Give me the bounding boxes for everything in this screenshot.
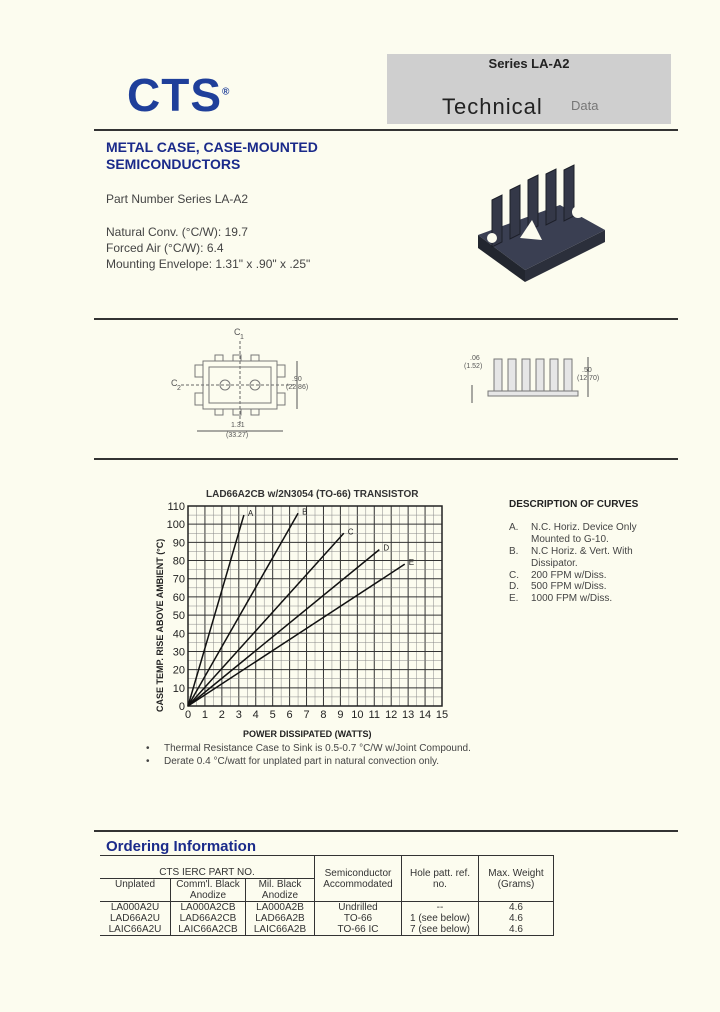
series-banner bbox=[387, 54, 671, 124]
y-tick-label: 30 bbox=[172, 646, 185, 659]
col-weight: Max. Weight (Grams) bbox=[479, 856, 554, 902]
col-hole: Hole patt. ref. no. bbox=[402, 856, 479, 902]
x-tick-labels bbox=[185, 709, 448, 721]
x-tick-label: 0 bbox=[184, 709, 192, 721]
ordering-title: Ordering Information bbox=[106, 838, 256, 855]
series-label: Series LA-A2 bbox=[488, 56, 570, 71]
divider bbox=[94, 129, 678, 131]
dim-06: .06 bbox=[470, 355, 480, 362]
y-tick-label: 80 bbox=[172, 555, 185, 568]
note-thermal: • Thermal Resistance Case to Sink is 0.5-0.7 °C/W w/Joint Compound. bbox=[146, 743, 471, 754]
x-tick-label: 8 bbox=[320, 709, 327, 721]
y-axis-label: CASE TEMP. RISE ABOVE AMBIENT (°C) bbox=[155, 538, 165, 712]
x-tick-label: 14 bbox=[418, 709, 432, 721]
x-tick-label: 3 bbox=[235, 709, 242, 721]
divider bbox=[94, 318, 678, 320]
note-derate: • Derate 0.4 °C/watt for unplated part in natural convection only. bbox=[146, 756, 440, 767]
y-tick-label: 10 bbox=[172, 682, 185, 695]
y-tick-label: 70 bbox=[172, 573, 185, 586]
ordering-table bbox=[100, 855, 554, 936]
side-view-drawing bbox=[462, 345, 612, 410]
y-tick-label: 40 bbox=[172, 628, 185, 641]
technical-suffix: Data bbox=[571, 98, 599, 113]
y-tick-label: 50 bbox=[172, 610, 185, 623]
dim-06-mm: (1.52) bbox=[464, 363, 483, 370]
x-axis-label: POWER DISSIPATED (WATTS) bbox=[243, 729, 372, 739]
curve-desc-e: E. 1000 FPM w/Diss. bbox=[509, 593, 613, 604]
x-tick-label: 7 bbox=[303, 709, 310, 721]
col-semi: Semiconductor Accommodated bbox=[315, 856, 402, 902]
table-row: LAD66A2U LAD66A2CB LAD66A2B TO-66 1 (see below) 4.6 bbox=[100, 913, 554, 924]
curve-desc-c: C. 200 FPM w/Diss. bbox=[509, 570, 607, 581]
x-tick-label: 9 bbox=[337, 709, 344, 721]
y-tick-label: 100 bbox=[166, 519, 185, 532]
dim-50-mm: (12.70) bbox=[577, 375, 600, 382]
x-tick-label: 12 bbox=[385, 709, 398, 721]
divider bbox=[94, 458, 678, 460]
y-tick-label: 60 bbox=[172, 591, 185, 604]
spec-envelope: Mounting Envelope: 1.31" x .90" x .25" bbox=[106, 257, 311, 271]
c2-label: C bbox=[171, 378, 178, 388]
dim-131: 1.31 bbox=[231, 422, 245, 429]
dim-50: .50 bbox=[582, 367, 592, 374]
y-tick-label: 20 bbox=[172, 664, 185, 677]
dim-90-mm: (22.86) bbox=[286, 384, 309, 391]
dim-131-mm: (33.27) bbox=[226, 432, 249, 439]
x-tick-label: 6 bbox=[286, 709, 293, 721]
col-mil: Mil. Black Anodize bbox=[246, 879, 315, 902]
curve-desc-b: B. N.C Horiz. & Vert. With Dissipator. bbox=[509, 546, 633, 569]
curve-label-a: A bbox=[247, 509, 254, 519]
c2-sub: 2 bbox=[177, 385, 181, 392]
product-title: METAL CASE, CASE-MOUNTED SEMICONDUCTORS bbox=[106, 139, 318, 172]
divider bbox=[94, 830, 678, 832]
col-unplated: Unplated bbox=[100, 879, 171, 902]
x-tick-label: 1 bbox=[201, 709, 208, 721]
top-view-drawing bbox=[165, 325, 315, 440]
cts-logo: CTS® bbox=[127, 69, 231, 121]
curve-desc-a: A. N.C. Horiz. Device Only Mounted to G-10. bbox=[509, 522, 637, 545]
y-tick-label: 90 bbox=[172, 537, 185, 550]
thermal-chart bbox=[150, 484, 450, 746]
part-number: Part Number Series LA-A2 bbox=[106, 192, 249, 206]
chart-grid bbox=[188, 506, 442, 706]
curve-label-e: E bbox=[408, 558, 415, 568]
c1-sub: 1 bbox=[240, 334, 244, 341]
chart-title: LAD66A2CB w/2N3054 (TO-66) TRANSISTOR bbox=[206, 489, 419, 500]
x-tick-label: 2 bbox=[218, 709, 225, 721]
y-tick-label: 110 bbox=[167, 501, 185, 513]
curve-d bbox=[188, 550, 379, 706]
x-tick-label: 10 bbox=[351, 709, 364, 721]
curve-label-d: D bbox=[383, 543, 390, 553]
spec-forced: Forced Air (°C/W): 6.4 bbox=[106, 241, 224, 255]
x-tick-label: 5 bbox=[269, 709, 276, 721]
group-header: CTS IERC PART NO. bbox=[100, 856, 315, 879]
technical-label: Technical bbox=[442, 94, 543, 119]
x-tick-label: 15 bbox=[435, 709, 449, 721]
c1-label: C bbox=[234, 327, 241, 337]
y-tick-labels bbox=[167, 501, 185, 713]
col-black: Comm'l. Black Anodize bbox=[171, 879, 246, 902]
x-tick-label: 4 bbox=[252, 709, 259, 721]
y-tick-label: 0 bbox=[178, 701, 185, 713]
curve-label-c: C bbox=[347, 527, 354, 537]
spec-natural: Natural Conv. (°C/W): 19.7 bbox=[106, 225, 248, 239]
table-row: LAIC66A2U LAIC66A2CB LAIC66A2B TO-66 IC 7 (see below) 4.6 bbox=[100, 924, 554, 936]
x-tick-label: 11 bbox=[368, 709, 380, 721]
curves-heading: DESCRIPTION OF CURVES bbox=[509, 499, 639, 510]
curve-label-b: B bbox=[302, 507, 308, 517]
table-row: LA000A2U LA000A2CB LA000A2B Undrilled -- 4.6 bbox=[100, 902, 554, 914]
x-tick-label: 13 bbox=[402, 709, 415, 721]
dim-90: .90 bbox=[292, 376, 302, 383]
curve-desc-d: D. 500 FPM w/Diss. bbox=[509, 581, 607, 592]
heatsink-photo bbox=[470, 160, 620, 290]
